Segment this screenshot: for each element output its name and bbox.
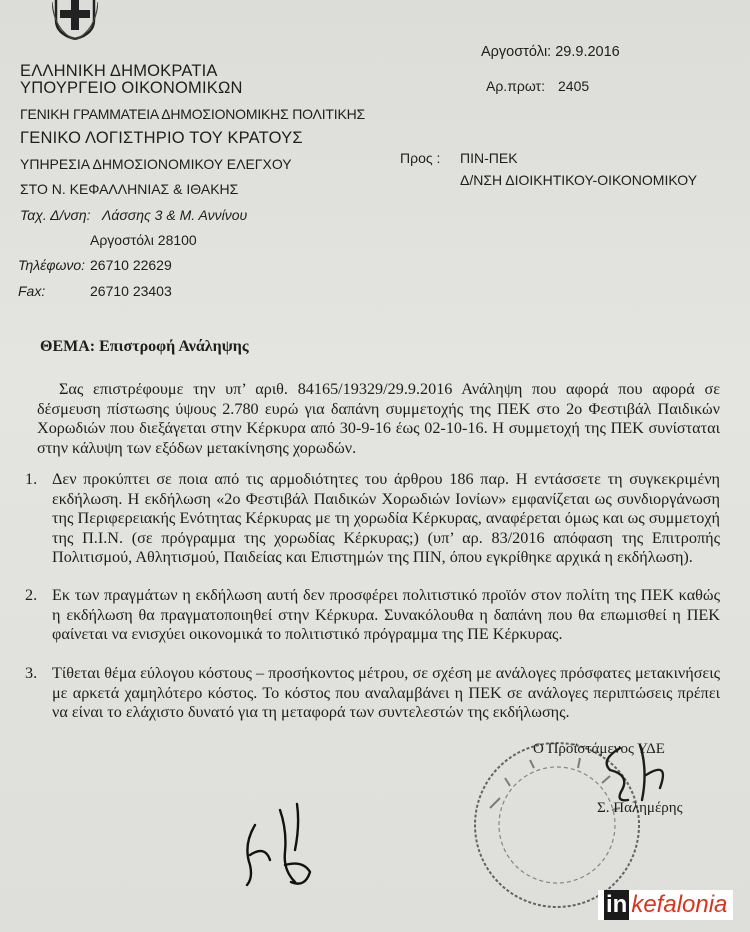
list-item-number: 3. [25,664,38,682]
logo-brand: kefalonia [631,891,728,918]
list-item [25,664,720,723]
logo-prefix: in [606,891,628,918]
greek-emblem-icon [52,0,98,40]
header-line-6: ΣΤΟ Ν. ΚΕΦΑΛΛΗΝΙΑΣ & ΙΘΑΚΗΣ [20,181,239,197]
list-item [25,470,720,568]
header-line-5: ΥΠΗΡΕΣΙΑ ΔΗΜΟΣΙΟΝΟΜΙΚΟΥ ΕΛΕΓΧΟΥ [20,156,292,172]
protocol-label: Αρ.πρωτ: [486,78,545,94]
signature-mark-icon [590,740,690,810]
header-line-1: ΕΛΛΗΝΙΚΗ ΔΗΜΟΚΡΑΤΙΑ [20,62,218,80]
signatory-name: Σ. Παλημέρης [597,800,683,816]
list-item-text: Τίθεται θέμα εύλογου κόστους – προσήκοντος μέτρου, σε σχέση με ανάλογες πρόσφατες μετακινήσεις με αρκετά χαμηλότερο κόστος. Το κόστος που αναλαμβάνει η ΠΕΚ σε ανάλογες περιπτώσεις πρέπει να είναι το ελάχιστο δυνατό για τη μεταφορά των συντελεστών της εκδήλωσης. [52,664,720,722]
recipient-label: Προς : [400,150,441,166]
header-line-3: ΓΕΝΙΚΗ ΓΡΑΜΜΑΤΕΙΑ ΔΗΜΟΣΙΟΝΟΜΙΚΗΣ ΠΟΛΙΤΙΚΗΣ [20,106,365,122]
phone-label: Τηλέφωνο: [18,257,86,273]
list-item-number: 2. [25,586,38,604]
address-label: Ταχ. Δ/νση: [20,207,91,223]
address-value: Λάσσης 3 & Μ. Αννίνου [102,207,248,223]
fax-value: 26710 23403 [90,283,172,299]
list-item-text: Εκ των πραγμάτων η εκδήλωση αυτή δεν προσφέρει πολιτιστικό προϊόν στον πολίτη της ΠΕΚ καθώς η εκδήλωση θα πραγματοποιηθεί στην Κέρκυρα. Συνακόλουθα η δαπάνη που θα επωμισθεί η ΠΕΚ φαίνεται να ενισχύει οικονομικά το πολιτιστικό πρόγραμμα της ΠΕ Κέρκυρας. [52,586,720,644]
header-line-4: ΓΕΝΙΚΟ ΛΟΓΙΣΤΗΡΙΟ ΤΟΥ ΚΡΑΤΟΥΣ [20,129,303,147]
recipient-line-2: Δ/ΝΣΗ ΔΙΟΙΚΗΤΙΚΟΥ-ΟΙΚΟΝΟΜΙΚΟΥ [460,172,698,188]
initials-signature-icon [225,790,335,900]
city-line: Αργοστόλι 28100 [90,232,197,248]
fax-label: Fax: [18,283,46,299]
list-item-number: 1. [25,470,38,488]
list-item-text: Δεν προκύπτει σε ποια από τις αρμοδιότητες του άρθρου 186 παρ. Η εντάσσετε τη συγκεκριμένη εκδήλωση. Η εκδήλωση «2ο Φεστιβάλ Παιδικών Χορωδιών Ιονίων» εμφανίζεται ως συνδιοργάνωση της Περιφερειακής Ενότητας Κέρκυρας με τη χορωδία Κέρκυρας, αναφέρεται όμως και ως συμμετοχή της Π.Ι.Ν. (σε πρόγραμμα της χορωδίας Κέρκυρας;) (υπ’ αρ. 83/2016 απόφαση της Επιτροπής Πολιτισμού, Αθλητισμού, Παιδείας και Επιστημών της ΠΙΝ, όπου εγκρίθηκε αρχικά η εκδήλωση). [52,470,720,567]
protocol-value: 2405 [558,78,590,94]
inkefalonia-logo [598,890,733,920]
subject-heading: ΘΕΜΑ: Επιστροφή Ανάληψης [40,338,249,355]
header-line-2: ΥΠΟΥΡΓΕΙΟ ΟΙΚΟΝΟΜΙΚΩΝ [20,79,243,97]
place-date: Αργοστόλι: 29.9.2016 [481,44,620,60]
intro-paragraph: Σας επιστρέφουμε την υπ’ αριθ. 84165/19329/29.9.2016 Ανάληψη που αφορά που αφορά σε δέσμευση πίστωσης ύψους 2.780 ευρώ για δαπάνη συμμετοχής της ΠΕΚ στο 2ο Φεστιβάλ Παιδικών Χορωδιών που διεξάγεται στην Κέρκυρα από 30-9-16 έως 02-10-16. Η συμμετοχή της ΠΕΚ συνίσταται στην κάλυψη των εξόδων μετακίνησης χορωδών. [37,380,720,457]
phone-value: 26710 22629 [90,257,172,273]
list-item [25,586,720,645]
recipient-line-1: ΠΙΝ-ΠΕΚ [460,150,518,166]
signatory-title: Ο Προϊστάμενος ΥΔΕ [533,741,665,757]
